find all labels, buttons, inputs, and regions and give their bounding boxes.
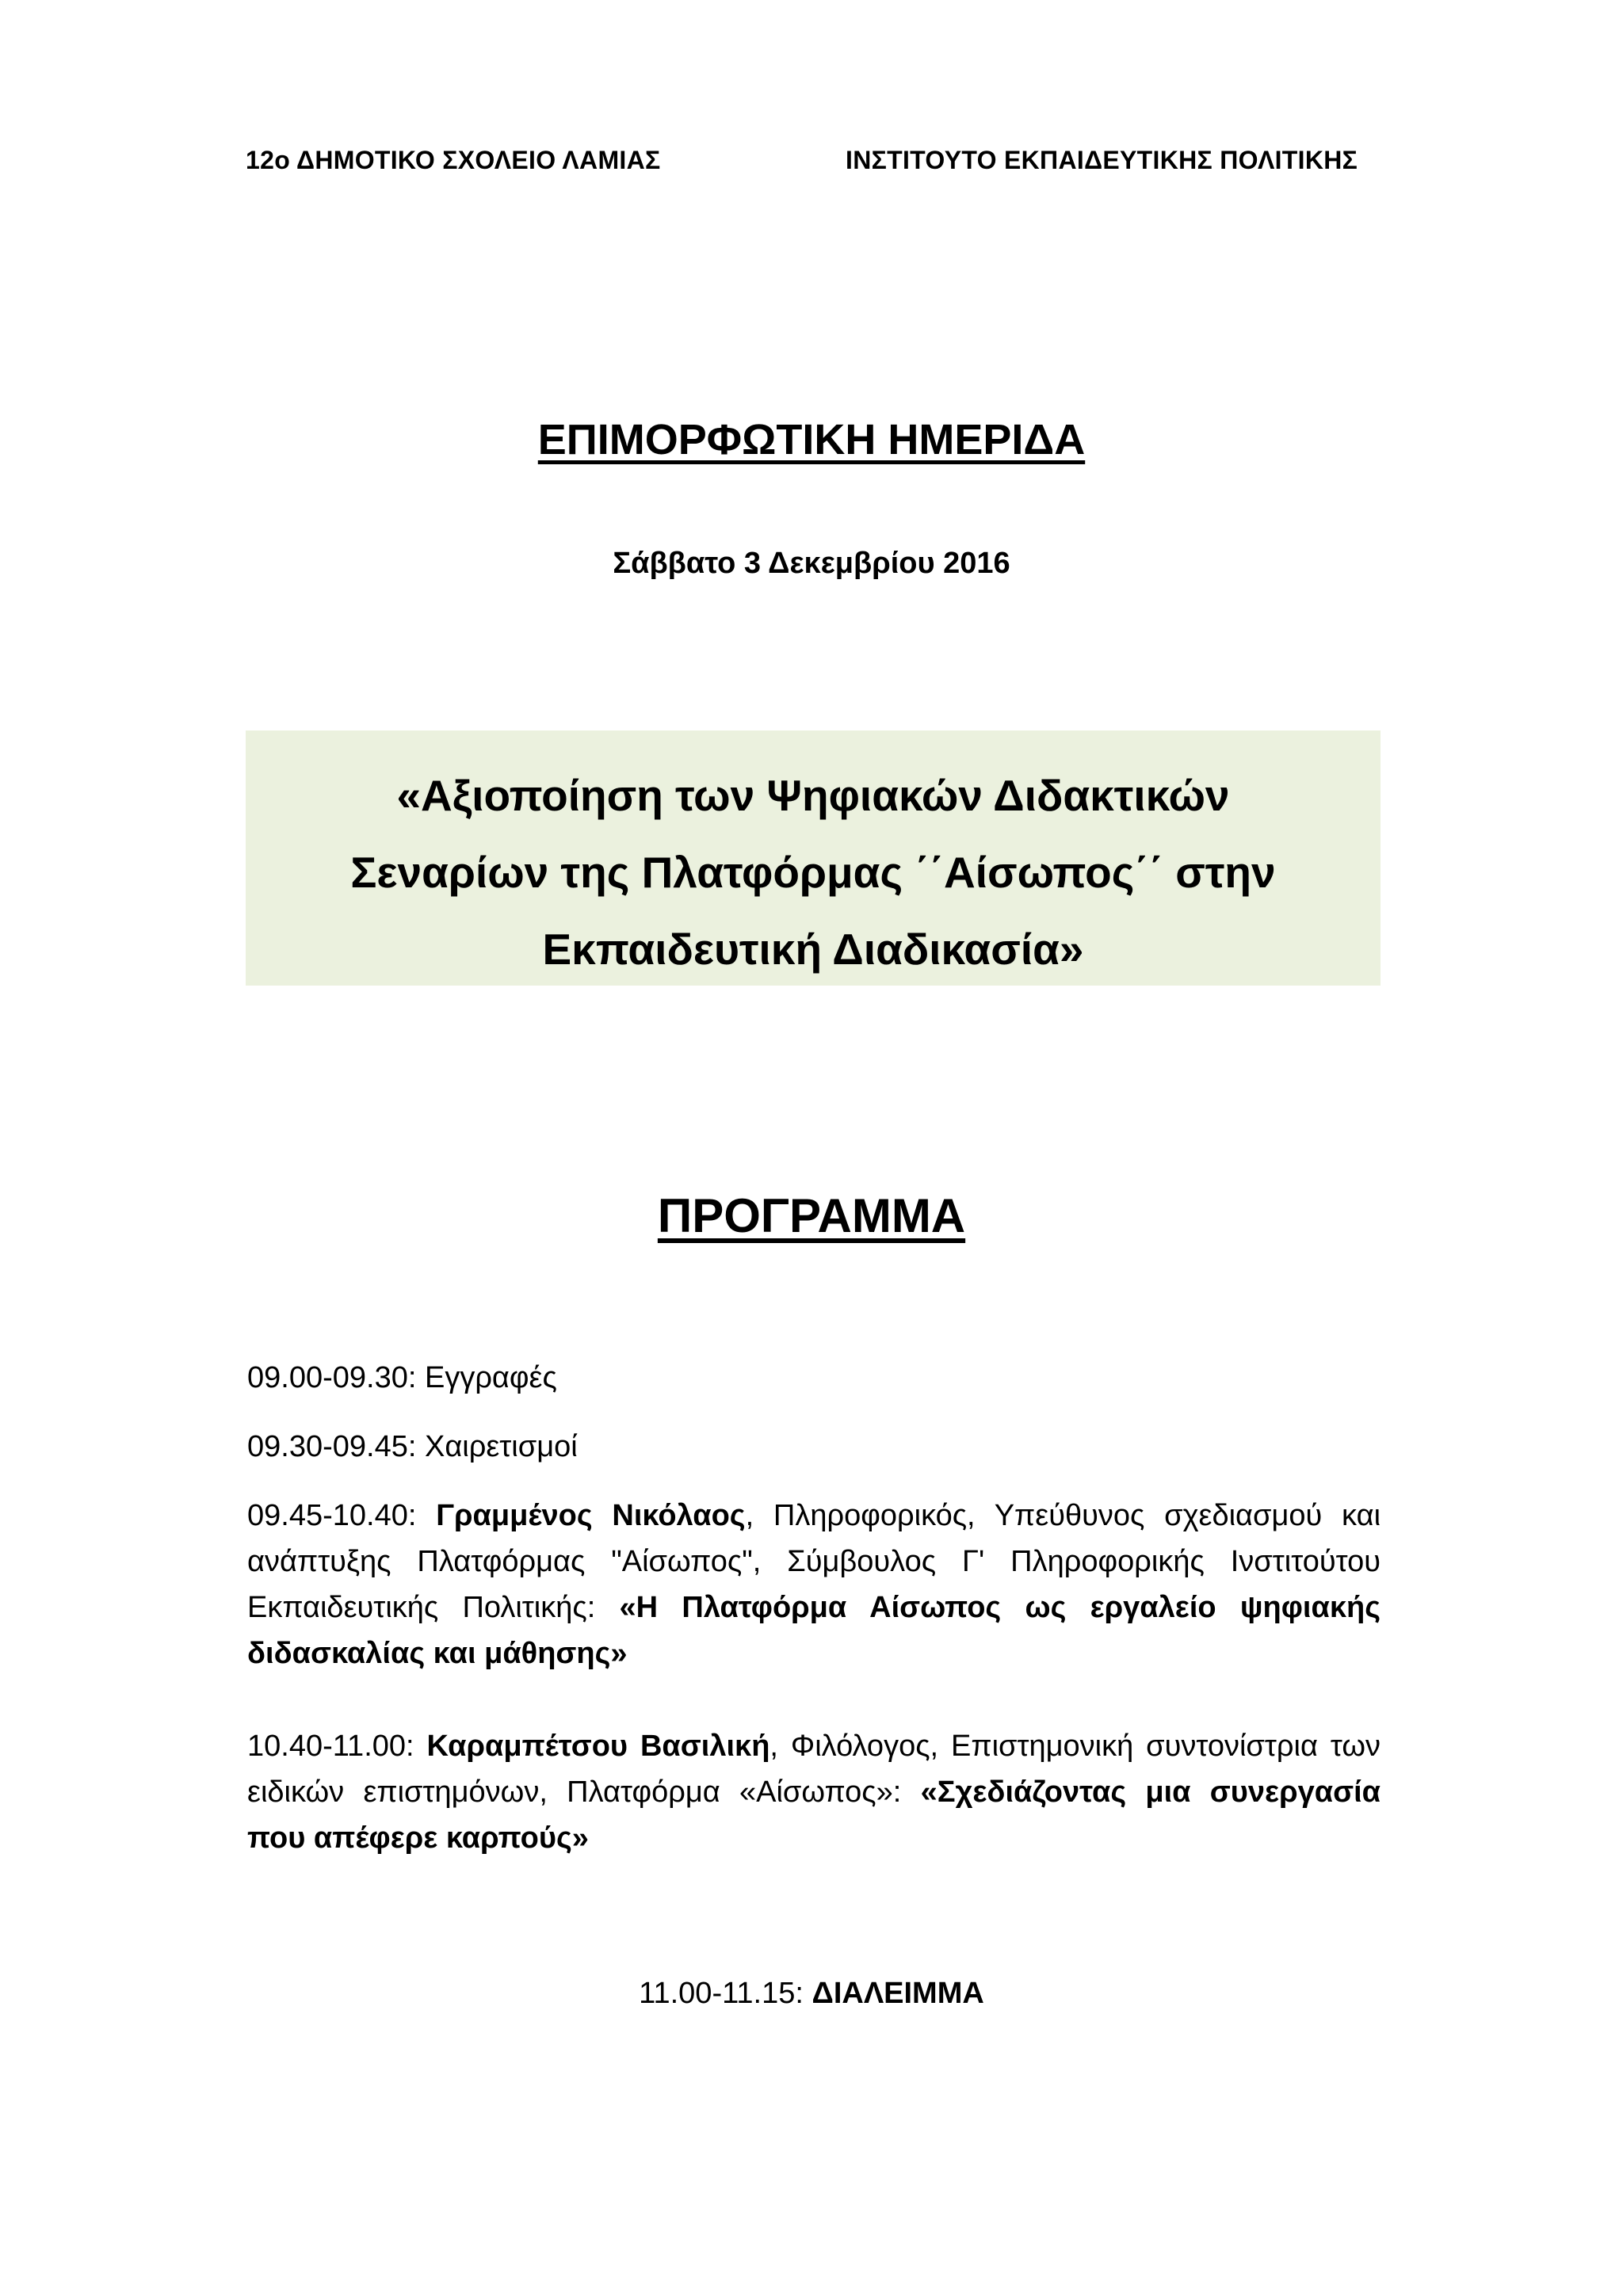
speaker-name: Καραμπέτσου Βασιλική (426, 1730, 770, 1763)
header-school: 12ο ΔΗΜΟΤΙΚΟ ΣΧΟΛΕΙΟ ΛΑΜΙΑΣ (246, 146, 661, 174)
programme-heading: ΠΡΟΓΡΑΜΜΑ (657, 1189, 966, 1242)
header-institute: ΙΝΣΤΙΤΟΥΤΟ ΕΚΠΑΙΔΕΥΤΙΚΗΣ ΠΟΛΙΤΙΚΗΣ (846, 146, 1358, 174)
topic-line-2: Σεναρίων της Πλατφόρμας ΄΄Αίσωπος΄΄ στην (350, 848, 1276, 897)
break-time: 11.00-11.15: (639, 1977, 804, 2010)
event-date: Σάββατο 3 Δεκεμβρίου 2016 (613, 547, 1010, 580)
speaker-role: , Πληροφορικός, Υπεύθυνος σχεδιασμού και ανάπτυξης Πλατφόρμας "Αίσωπος", Σύμβουλος Γ' Πληροφορικής Ινστιτούτου Εκπαιδευτικής Πολιτικής: (247, 1499, 1381, 1624)
break-label: ΔΙΑΛΕΙΜΜΑ (812, 1977, 984, 2010)
topic-line-3: Εκπαιδευτική Διαδικασία» (542, 925, 1084, 974)
schedule-item (247, 1355, 1381, 1401)
talk-title: «Η Πλατφόρμα Αίσωπος ως εργαλείο ψηφιακής διδασκαλίας και μάθησης» (247, 1591, 1381, 1670)
schedule-time: 09.30-09.45: (247, 1430, 417, 1463)
schedule-text: Χαιρετισμοί (424, 1430, 578, 1463)
schedule-item (247, 1723, 1381, 1861)
schedule-time: 10.40-11.00: (247, 1730, 414, 1763)
break-row (0, 1977, 1623, 2011)
schedule-time: 09.45-10.40: (247, 1499, 417, 1532)
topic-banner (246, 730, 1381, 986)
schedule-item (247, 1493, 1381, 1676)
topic-line-1: «Αξιοποίηση των Ψηφιακών Διδακτικών (396, 771, 1230, 820)
speaker-role: , Φιλόλογος, Επιστημονική συντονίστρια των ειδικών επιστημόνων, Πλατφόρμα «Αίσωπος»: (247, 1730, 1381, 1809)
talk-title: «Σχεδιάζοντας μια συνεργασία που απέφερε καρπούς» (247, 1775, 1381, 1855)
schedule-item (247, 1424, 1381, 1470)
schedule-time: 09.00-09.30: (247, 1361, 417, 1394)
speaker-name: Γραμμένος Νικόλαος (436, 1499, 746, 1532)
event-title: ΕΠΙΜΟΡΦΩΤΙΚΗ ΗΜΕΡΙΔΑ (537, 416, 1086, 463)
schedule-text: Εγγραφές (424, 1361, 557, 1394)
